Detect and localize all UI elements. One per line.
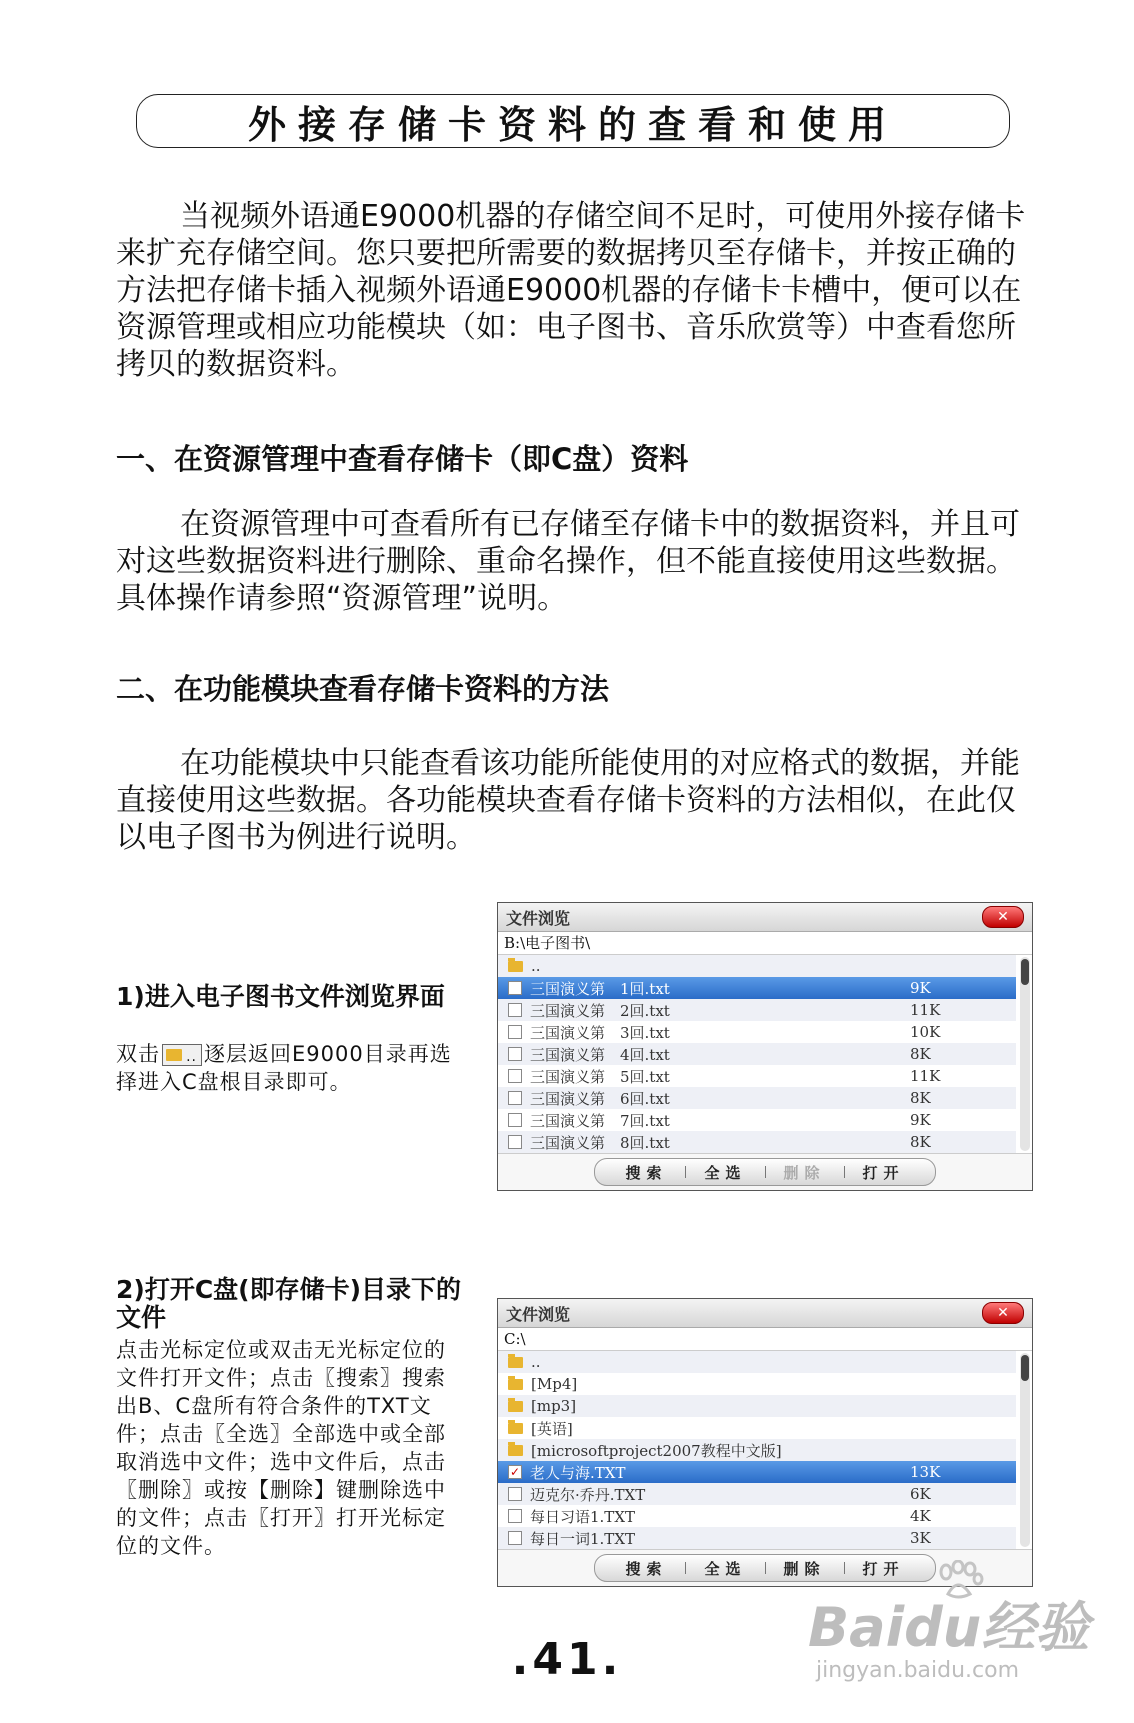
checkbox[interactable] xyxy=(508,1047,522,1061)
scrollbar[interactable] xyxy=(1020,1353,1030,1547)
window-titlebar xyxy=(498,903,1032,932)
window-title: 文件浏览 xyxy=(506,1304,571,1324)
checkbox[interactable] xyxy=(508,981,522,995)
list-item[interactable]: 每日习语1.TXT 4K xyxy=(498,1505,1016,1527)
select-all-button[interactable]: 全选 xyxy=(704,1163,747,1182)
checkbox[interactable] xyxy=(508,1509,522,1523)
checkbox[interactable] xyxy=(508,1113,522,1127)
step2-title: 2)打开C盘(即存储卡)目录下的文件 xyxy=(116,1275,462,1332)
intro-paragraph: 当视频外语通E9000机器的存储空间不足时，可使用外接存储卡来扩充存储空间。您只要把所需要的数据拷贝至存储卡，并按正确的方法把存储卡插入视频外语通E9000机器的存储卡卡槽中，便可以在资源管理或相应功能模块（如：电子图书、音乐欣赏等）中查看您所拷贝的数据资料。 xyxy=(116,199,1026,382)
list-item[interactable]: 三国演义第 8回.txt 8K xyxy=(498,1131,1016,1153)
list-item[interactable]: 三国演义第 6回.txt 8K xyxy=(498,1087,1016,1109)
checkbox[interactable] xyxy=(508,1135,522,1149)
folder-item[interactable]: [mp3] xyxy=(498,1395,1016,1417)
path-bar: B:\电子图书\ xyxy=(498,932,1032,955)
file-browser-window-2 xyxy=(497,1298,1033,1587)
folder-icon xyxy=(508,1423,523,1434)
step1-title: 1)进入电子图书文件浏览界面 xyxy=(116,982,445,1011)
list-item[interactable]: ✓ 老人与海.TXT 13K xyxy=(498,1461,1016,1483)
folder-item[interactable]: [microsoftproject2007教程中文版] xyxy=(498,1439,1016,1461)
page-title: 外接存储卡资料的查看和使用 xyxy=(247,101,898,147)
scrollbar[interactable] xyxy=(1020,957,1030,1151)
step1-text: 双击.. 逐层返回E9000目录再选择进入C盘根目录即可。 xyxy=(116,1040,466,1096)
window-title: 文件浏览 xyxy=(506,908,571,928)
file-browser-window-1 xyxy=(497,902,1033,1191)
checkbox[interactable] xyxy=(508,1003,522,1017)
folder-icon xyxy=(508,1379,523,1390)
select-all-button[interactable]: 全选 xyxy=(704,1559,747,1578)
toolbar xyxy=(594,1158,935,1186)
list-item[interactable]: 三国演义第 4回.txt 8K xyxy=(498,1043,1016,1065)
file-list xyxy=(498,1351,1032,1549)
scrollbar-thumb[interactable] xyxy=(1021,1355,1029,1381)
section1-paragraph: 在资源管理中可查看所有已存储至存储卡中的数据资料，并且可对这些数据资料进行删除、重命名操作，但不能直接使用这些数据。具体操作请参照“资源管理”说明。 xyxy=(116,507,1020,616)
page-number: .41. xyxy=(511,1634,623,1685)
open-button[interactable]: 打开 xyxy=(862,1559,905,1578)
file-list xyxy=(498,955,1032,1153)
list-item[interactable]: 三国演义第 5回.txt 11K xyxy=(498,1065,1016,1087)
folder-item[interactable]: [英语] xyxy=(498,1417,1016,1439)
checkbox[interactable] xyxy=(508,1531,522,1545)
checkbox[interactable] xyxy=(508,1069,522,1083)
list-item[interactable]: 每日一词1.TXT 3K xyxy=(498,1527,1016,1549)
list-item[interactable]: 三国演义第 1回.txt 9K xyxy=(498,977,1016,999)
folder-icon xyxy=(508,1445,523,1456)
checkbox[interactable] xyxy=(508,1487,522,1501)
folder-icon xyxy=(508,961,523,972)
folder-icon xyxy=(508,1401,523,1412)
delete-button[interactable]: 删除 xyxy=(783,1559,826,1578)
section2-heading: 二、在功能模块查看存储卡资料的方法 xyxy=(116,672,610,706)
watermark-url: jingyan.baidu.com xyxy=(816,1658,1020,1683)
list-item[interactable]: 迈克尔·乔丹.TXT 6K xyxy=(498,1483,1016,1505)
folder-item[interactable]: [Mp4] xyxy=(498,1373,1016,1395)
path-bar: C:\ xyxy=(498,1328,1032,1351)
list-item-up[interactable]: .. xyxy=(498,1351,1016,1373)
checkbox[interactable] xyxy=(508,1025,522,1039)
window-bottom-bar xyxy=(498,1153,1032,1190)
folder-up-icon xyxy=(162,1044,202,1066)
list-item-up[interactable]: .. xyxy=(498,955,1016,977)
list-item[interactable]: 三国演义第 2回.txt 11K xyxy=(498,999,1016,1021)
watermark-logo: Baidu经验 xyxy=(808,1596,1090,1659)
open-button[interactable]: 打开 xyxy=(862,1163,905,1182)
section2-paragraph: 在功能模块中只能查看该功能所能使用的对应格式的数据，并能直接使用这些数据。各功能模块查看存储卡资料的方法相似，在此仅以电子图书为例进行说明。 xyxy=(116,746,1020,855)
delete-button[interactable]: 删除 xyxy=(783,1163,826,1182)
close-button[interactable]: ✕ xyxy=(982,906,1024,928)
window-titlebar xyxy=(498,1299,1032,1328)
list-item[interactable]: 三国演义第 7回.txt 9K xyxy=(498,1109,1016,1131)
list-item[interactable]: 三国演义第 3回.txt 10K xyxy=(498,1021,1016,1043)
page-title-box xyxy=(136,94,1010,148)
checkbox-checked[interactable]: ✓ xyxy=(509,1465,521,1479)
scrollbar-thumb[interactable] xyxy=(1021,959,1029,985)
search-button[interactable]: 搜索 xyxy=(625,1559,668,1578)
step2-text: 点击光标定位或双击无光标定位的文件打开文件；点击〖搜索〗搜索出B、C盘所有符合条件的TXT文件；点击〖全选〗全部选中或全部取消选中文件；选中文件后，点击〖删除〗或按【删除】键删除选中的文件；点击〖打开〗打开光标定位的文件。 xyxy=(116,1338,446,1558)
watermark xyxy=(808,1585,1089,1683)
checkbox[interactable] xyxy=(508,1091,522,1105)
toolbar xyxy=(594,1554,935,1582)
section1-heading: 一、在资源管理中查看存储卡（即C盘）资料 xyxy=(116,442,689,476)
search-button[interactable]: 搜索 xyxy=(625,1163,668,1182)
folder-icon xyxy=(508,1357,523,1368)
close-button[interactable]: ✕ xyxy=(982,1302,1024,1324)
